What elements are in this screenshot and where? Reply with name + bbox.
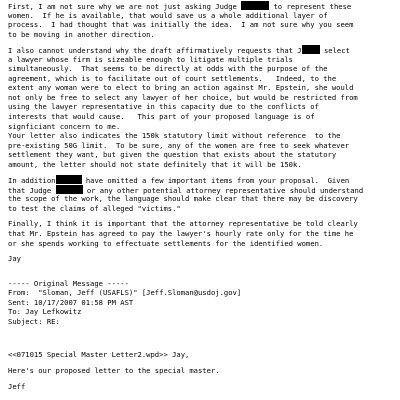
text-line: settlement they want, but given the question that exists about the statutory	[8, 150, 337, 160]
section-gap	[8, 326, 400, 335]
redaction-block	[241, 1, 269, 10]
reply-signoff: Jeff	[8, 381, 26, 391]
text-line: signficiant concern to me.	[8, 121, 121, 131]
text-line: to be moving in another direction.	[8, 29, 155, 39]
redaction-block	[302, 45, 320, 54]
text-line: simultaneously. That seems to be directly at odds with the purpose of the	[8, 64, 328, 74]
text-line: process. I had thought that was initially the idea. I am not sure why you seem	[8, 20, 354, 30]
email-signoff: Jay	[8, 254, 21, 264]
text-segment: select	[319, 46, 350, 56]
redaction-block	[56, 175, 82, 184]
text-segment: or any other potential attorney representative should understand	[82, 185, 364, 195]
text-line: women. If he is available, that would save us a whole additional layer of	[8, 10, 328, 20]
text-line: using the lawyer representative in this capacity due to the conflicts of	[8, 102, 319, 112]
header-to: To: Jay Lefkowitz	[8, 307, 82, 317]
text-line: the scope of the work, the language should make clear that there may be discovery	[8, 194, 358, 204]
text-line: Finally, I think it is important that the attorney representative be told clearly	[8, 219, 358, 229]
text-line: to test the claims of alleged "victims."	[8, 203, 181, 213]
text-line	[8, 45, 400, 55]
text-line: that Mr. Epstein has agreed to pay the lawyer's hourly rate only for the time he	[8, 229, 354, 239]
text-segment: to represent these	[269, 2, 352, 11]
text-segment: First, I am not sure why we are not just asking Judge	[8, 2, 242, 11]
reply-body: Here's our proposed letter to the special master.	[8, 365, 220, 375]
email-paragraph-1	[8, 1, 400, 39]
text-line: not only be free to select any lawyer of her choice, but would be restricted from	[8, 92, 358, 102]
text-segment: In addition	[8, 176, 56, 186]
text-line	[8, 175, 400, 185]
email-paragraph-4	[8, 219, 400, 248]
text-line: pre-existing 50G limit. To be sure, any of the women are free to seek whatever	[8, 140, 350, 150]
section-gap	[8, 264, 400, 273]
text-segment: I also cannot understand why the draft affirmatively requests that J	[8, 46, 302, 56]
header-sent: Sent: 10/17/2007 01:58 PM AST	[8, 297, 134, 307]
original-message-separator: ----- Original Message -----	[8, 278, 129, 288]
original-message-header	[8, 279, 400, 327]
text-line: Your letter also indicates the 150k statutory limit without reference to the	[8, 131, 341, 141]
attachment-line: <<071015 Special Master Letter2.wpd>> Jay,	[8, 350, 190, 360]
text-line: amount, the letter should not state definitely that it will be 150k.	[8, 159, 302, 169]
email-paragraph-3	[8, 175, 400, 213]
header-from: From: "Sloman, Jeff (USAFLS)" [Jeff.Sloman@usdoj.gov]	[8, 288, 242, 298]
text-segment: that Judge	[8, 185, 56, 195]
redaction-block	[56, 185, 83, 194]
text-line: interests that would cause. This part of your proposed language is of	[8, 112, 315, 122]
header-subject: Subject: RE:	[8, 316, 60, 326]
section-gap	[8, 335, 400, 344]
email-paragraph-2	[8, 45, 400, 169]
reply-message	[8, 350, 400, 391]
text-line: agreement, which is to facilitate out of court settlements. Indeed, to the	[8, 73, 337, 83]
text-line	[8, 185, 400, 195]
text-line: a lawyer whose firm is sizeable enough to litigate multiple trials	[8, 54, 293, 64]
text-segment: have omitted a few important items from your proposal. Given	[81, 176, 350, 186]
text-line	[8, 1, 400, 11]
text-line: extent any woman were to elect to bring an action against Mr. Epstein, she would	[8, 83, 354, 93]
text-line: or she spends working to effectuate settlements for the identified women.	[8, 238, 324, 248]
